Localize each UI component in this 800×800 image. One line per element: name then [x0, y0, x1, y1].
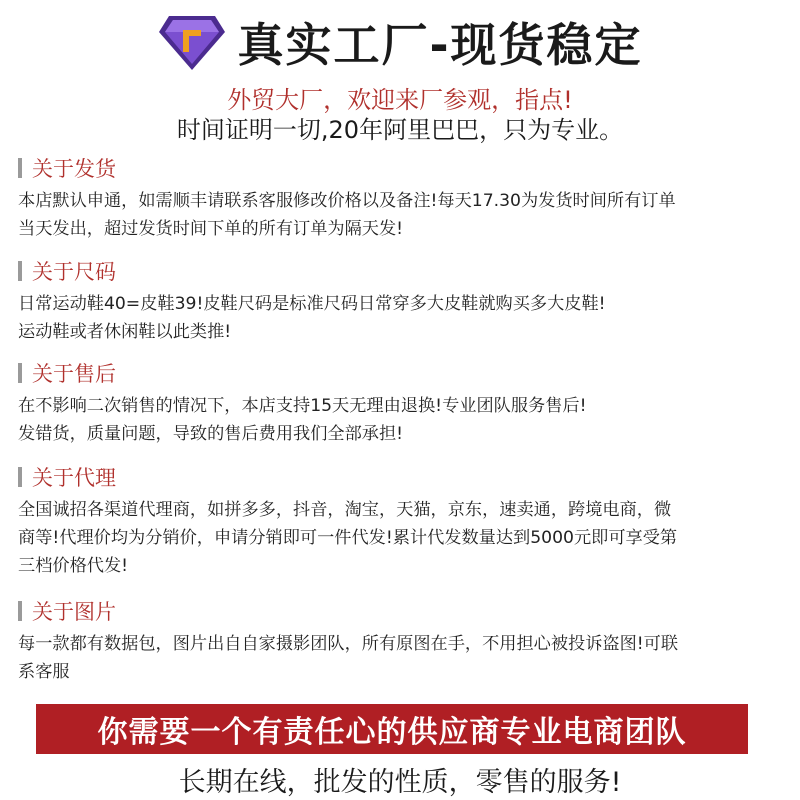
section-text-line: 日常运动鞋40=皮鞋39!皮鞋尺码是标准尺码日常穿多大皮鞋就购买多大皮鞋!: [18, 294, 606, 314]
section-agency: [18, 462, 788, 580]
section-title: 关于代理: [32, 466, 116, 490]
section-text-line: 全国诚招各渠道代理商，如拼多多，抖音，淘宝，天猫，京东，速卖通，跨境电商，微: [18, 500, 672, 520]
header: [0, 8, 800, 76]
section-header: [18, 153, 788, 183]
section-after-sales: [18, 358, 788, 448]
section-title: 关于发货: [32, 157, 116, 181]
diamond-logo-icon: [157, 12, 227, 72]
section-marker: [18, 363, 22, 383]
section-header: [18, 462, 788, 492]
page-title: 真实工厂-现货稳定: [237, 18, 643, 72]
section-images: [18, 596, 788, 686]
section-marker: [18, 261, 22, 281]
section-title: 关于售后: [32, 362, 116, 386]
section-text-line: 在不影响二次销售的情况下，本店支持15天无理由退换!专业团队服务售后!: [18, 396, 587, 416]
section-text-line: 当天发出，超过发货时间下单的所有订单为隔天发!: [18, 219, 404, 239]
banner-text: 你需要一个有责任心的供应商专业电商团队: [97, 715, 687, 750]
section-marker: [18, 158, 22, 178]
section-text-line: 运动鞋或者休闲鞋以此类推!: [18, 322, 232, 342]
footer-slogan: 长期在线，批发的性质，零售的服务!: [178, 767, 622, 798]
promo-banner: [36, 704, 748, 754]
section-sizing: [18, 256, 788, 346]
section-header: [18, 358, 788, 388]
section-text-line: 每一款都有数据包，图片出自自家摄影团队，所有原图在手，不用担心被投诉盗图!可联: [18, 634, 679, 654]
subtitle-slogan: 时间证明一切,20年阿里巴巴，只为专业。: [176, 116, 624, 144]
section-text-line: 商等!代理价均为分销价，申请分销即可一件代发!累计代发数量达到5000元即可享受第: [18, 528, 678, 548]
section-text-line: 系客服: [18, 662, 70, 682]
section-shipping: [18, 153, 788, 243]
section-text-line: 三档价格代发!: [18, 556, 129, 576]
section-header: [18, 596, 788, 626]
section-title: 关于尺码: [32, 260, 116, 284]
section-marker: [18, 467, 22, 487]
section-text-line: 本店默认申通，如需顺丰请联系客服修改价格以及备注!每天17.30为发货时间所有订单: [18, 191, 676, 211]
section-marker: [18, 601, 22, 621]
section-text-line: 发错货，质量问题，导致的售后费用我们全部承担!: [18, 424, 404, 444]
section-header: [18, 256, 788, 286]
subtitle-welcome: 外贸大厂，欢迎来厂参观，指点!: [227, 86, 573, 114]
section-title: 关于图片: [32, 600, 116, 624]
